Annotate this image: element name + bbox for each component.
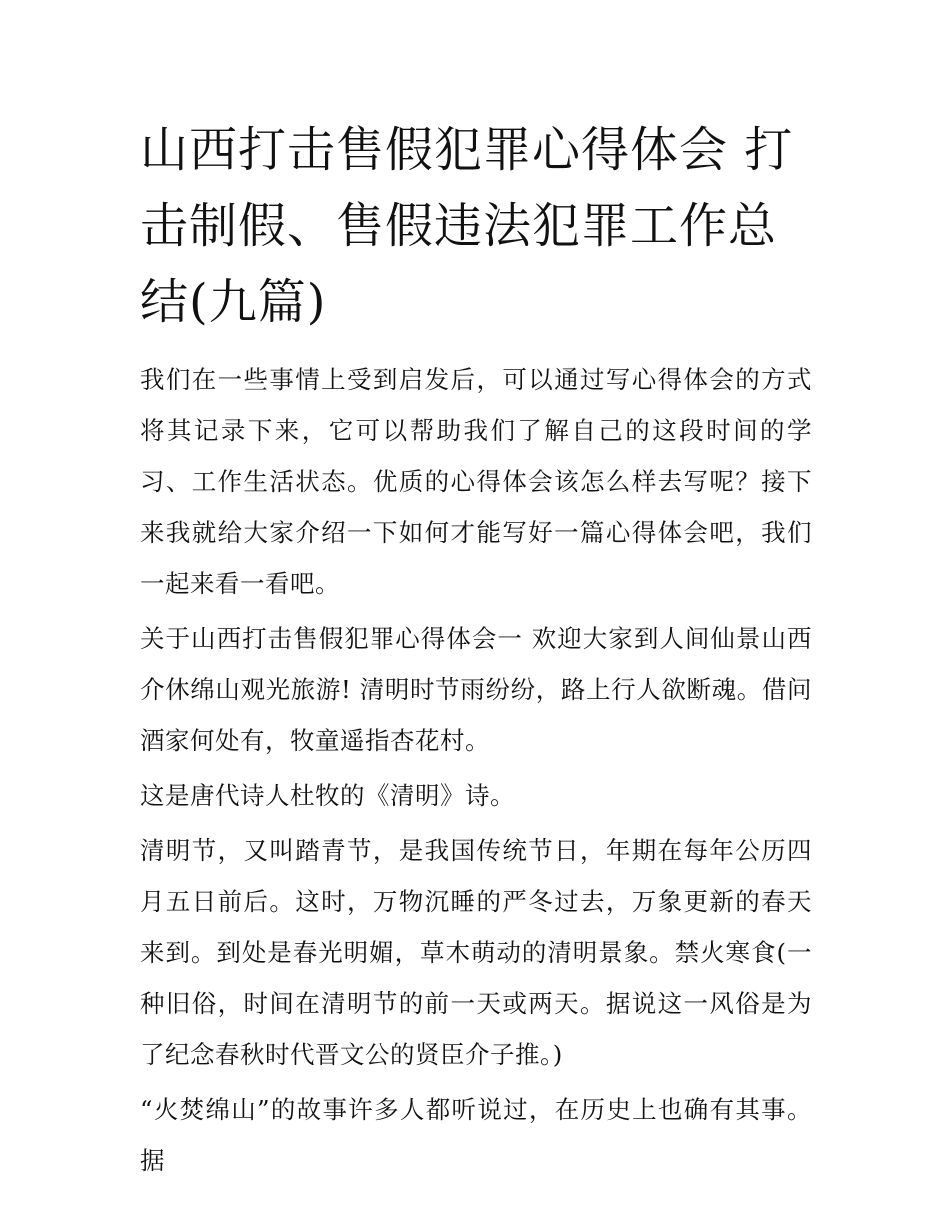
document-title: 山西打击售假犯罪心得体会 打击制假、售假违法犯罪工作总结(九篇) (140, 122, 794, 330)
document-body (140, 354, 812, 1186)
paragraph-intro: 我们在一些事情上受到启发后，可以通过写心得体会的方式将其记录下来，它可以帮助我们了解自己的这段时间的学习、工作生活状态。优质的心得体会该怎么样去写呢？接下来我就给大家介绍一下如何才能写好一篇心得体会吧，我们一起来看一看吧。 (140, 365, 812, 598)
paragraph-mianshan-story: “火焚绵山”的故事许多人都听说过，在历史上也确有其事。据 (140, 1095, 812, 1175)
paragraph-poem-note: 这是唐代诗人杜牧的《清明》诗。 (140, 781, 515, 810)
paragraph-section-one: 关于山西打击售假犯罪心得体会一 欢迎大家到人间仙景山西介休绵山观光旅游! 清明时节雨纷纷，路上行人欲断魂。借问酒家何处有，牧童遥指杏花村。 (140, 624, 812, 755)
document-page (140, 112, 812, 1190)
paragraph-qingming: 清明节，又叫踏青节，是我国传统节日，年期在每年公历四月五日前后。这时，万物沉睡的严冬过去，万象更新的春天来到。到处是春光明媚，草木萌动的清明景象。禁火寒食(一种旧俗，时间在清明节的前一天或两天。据说这一风俗是为了纪念春秋时代晋文公的贤臣介子推。) (140, 836, 812, 1069)
